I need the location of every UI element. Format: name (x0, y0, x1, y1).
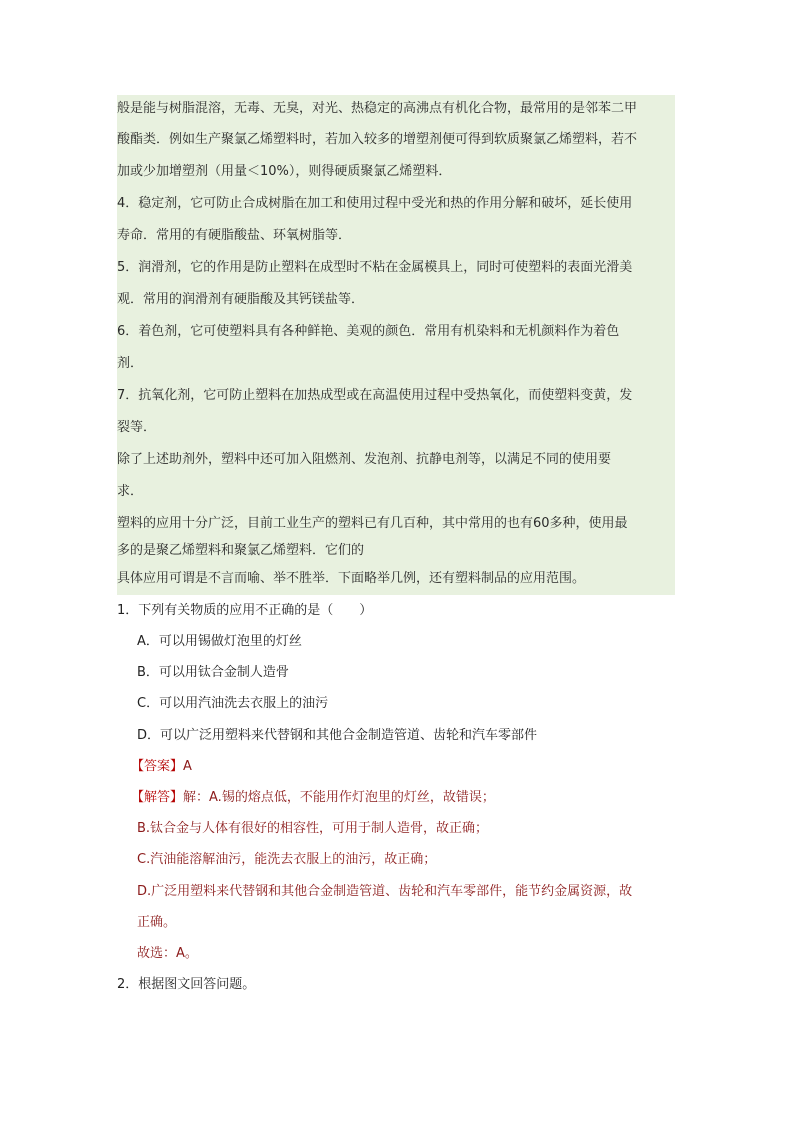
answer-tag: 【答案】 (131, 759, 184, 774)
passage-line: 般是能与树脂混溶，无毒、无臭，对光、热稳定的高沸点有机化合物，最常用的是邻苯二甲 (117, 101, 638, 116)
analysis-line: C.汽油能溶解油污，能洗去衣服上的油污，故正确； (137, 852, 437, 867)
question-1-stem: 1．下列有关物质的应用不正确的是（ ） (117, 603, 373, 618)
option-b: B．可以用钛合金制人造骨 (137, 665, 289, 680)
passage-line: 具体应用可谓是不言而喻、举不胜举．下面略举几例，还有塑料制品的应用范围。 (117, 571, 586, 586)
passage-line: 剂． (117, 356, 144, 371)
analysis-text: 解：A.锡的熔点低，不能用作灯泡里的灯丝，故错误； (183, 790, 495, 805)
answer-value: A (183, 759, 192, 774)
passage-line: 6．着色剂，它可使塑料具有各种鲜艳、美观的颜色．常用有机染料和无机颜料作为着色 (117, 324, 620, 339)
reading-passage (117, 95, 675, 595)
option-d: D．可以广泛用塑料来代替钢和其他合金制造管道、齿轮和汽车零部件 (137, 728, 538, 743)
passage-line: 塑料的应用十分广泛，目前工业生产的塑料已有几百种，其中常用的也有60多种，使用最 (117, 516, 628, 531)
answer-line (131, 759, 192, 775)
analysis-line: B.钛合金与人体有很好的相容性，可用于制人造骨，故正确； (137, 821, 489, 836)
passage-line: 5．润滑剂，它的作用是防止塑料在成型时不粘在金属模具上，同时可使塑料的表面光滑美 (117, 260, 633, 275)
passage-line: 多的是聚乙烯塑料和聚氯乙烯塑料．它们的 (117, 543, 365, 558)
passage-line: 求． (117, 484, 144, 499)
passage-line: 4．稳定剂，它可防止合成树脂在加工和使用过程中受光和热的作用分解和破坏，延长使用 (117, 196, 633, 211)
passage-line: 7．抗氧化剂，它可防止塑料在加热成型或在高温使用过程中受热氧化，而使塑料变黄，发 (117, 388, 633, 403)
passage-line: 寿命．常用的有硬脂酸盐、环氧树脂等． (117, 228, 352, 243)
passage-line: 加或少加增塑剂（用量＜10%），则得硬质聚氯乙烯塑料． (117, 164, 452, 179)
passage-line: 裂等． (117, 420, 157, 435)
passage-line: 除了上述助剂外，塑料中还可加入阻燃剂、发泡剂、抗静电剂等，以满足不同的使用要 (117, 452, 612, 467)
question-2-stem: 2．根据图文回答问题。 (117, 977, 256, 992)
analysis-tag: 【解答】 (131, 790, 184, 805)
conclusion: 故选：A。 (137, 946, 198, 961)
passage-line: 观．常用的润滑剂有硬脂酸及其钙镁盐等． (117, 292, 365, 307)
analysis-line: D.广泛用塑料来代替钢和其他合金制造管道、齿轮和汽车零部件，能节约金属资源，故 (137, 884, 633, 899)
option-a: A．可以用锡做灯泡里的灯丝 (137, 634, 302, 649)
analysis-line: 正确。 (137, 915, 177, 930)
passage-line: 酸酯类．例如生产聚氯乙烯塑料时，若加入较多的增塑剂便可得到软质聚氯乙烯塑料，若不 (117, 132, 638, 147)
analysis-line (131, 790, 495, 806)
option-c: C．可以用汽油洗去衣服上的油污 (137, 696, 329, 711)
